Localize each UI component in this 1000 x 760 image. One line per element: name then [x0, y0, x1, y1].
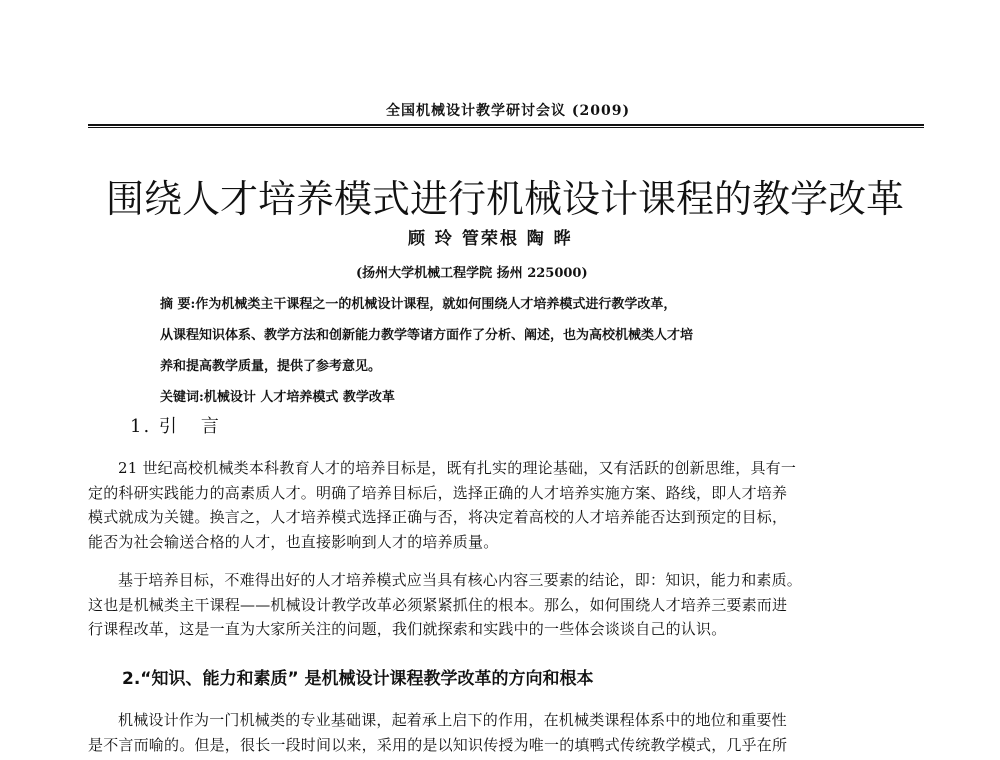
- paragraph-line: 模式就成为关键。换言之，人才培养模式选择正确与否，将决定着高校的人才培养能否达到预定的目标，: [88, 508, 788, 526]
- abstract-block: [160, 289, 810, 413]
- paragraph-line: 机械设计作为一门机械类的专业基础课，起着承上启下的作用，在机械类课程体系中的地位和重要性: [118, 711, 787, 729]
- paragraph-line: 是不言而喻的。但是，很长一段时间以来，采用的是以知识传授为唯一的填鸭式传统教学模式，几乎在所: [88, 735, 788, 754]
- section-2-heading: 2.“知识、能力和素质” 是机械设计课程教学改革的方向和根本: [122, 669, 594, 689]
- paragraph-2: [88, 568, 924, 642]
- running-header: 全国机械设计教学研讨会议 (2009): [386, 103, 631, 119]
- paragraph-line: 行课程改革，这是一直为大家所关注的问题，我们就探索和实践中的一些体会谈谈自己的认识。: [88, 620, 727, 638]
- paper-title: 围绕人才培养模式进行机械设计课程的教学改革: [106, 177, 905, 221]
- section-1-number: 1.: [130, 416, 152, 437]
- paragraph-line: 基于培养目标，不难得出好的人才培养模式应当具有核心内容三要素的结论，即：知识，能力和素质。: [118, 571, 803, 589]
- abstract-text: 作为机械类主干课程之一的机械设计课程，就如何围绕人才培养模式进行教学改革，: [195, 297, 677, 312]
- keywords-text: 机械设计 人才培养模式 教学改革: [203, 390, 395, 405]
- abstract-line: 养和提高教学质量，提供了参考意见。: [160, 359, 382, 374]
- paragraph-line: 定的科研实践能力的高素质人才。明确了培养目标后，选择正确的人才培养实施方案、路线，即人才培养: [88, 483, 788, 502]
- keywords-line: [160, 382, 810, 413]
- abstract-line: [160, 289, 810, 320]
- paragraph-line: 能否为社会输送合格的人才，也直接影响到人才的培养质量。: [88, 532, 499, 551]
- abstract-line: 从课程知识体系、教学方法和创新能力教学等诸方面作了分析、阐述，也为高校机械类人才培: [160, 328, 694, 343]
- paragraph-line: 这也是机械类主干课程——机械设计教学改革必须紧紧抓住的根本。那么，如何围绕人才培养三要素而进: [88, 595, 788, 614]
- keywords-label: 关键词:: [160, 390, 204, 405]
- paragraph-1: [88, 456, 924, 554]
- paragraph-3: [88, 708, 924, 757]
- section-1-heading: [130, 412, 221, 438]
- abstract-label: 摘 要:: [160, 297, 196, 312]
- author-list: 顾 玲 管荣根 陶 晔: [408, 229, 573, 249]
- section-1-title-b: 言: [200, 416, 221, 437]
- header-rule: [88, 124, 924, 128]
- section-1-title-a: 引: [158, 416, 179, 437]
- affiliation: (扬州大学机械工程学院 扬州 225000): [356, 266, 588, 281]
- paragraph-line: 21 世纪高校机械类本科教育人才的培养目标是，既有扎实的理论基础，又有活跃的创新思维，具有一: [118, 459, 797, 477]
